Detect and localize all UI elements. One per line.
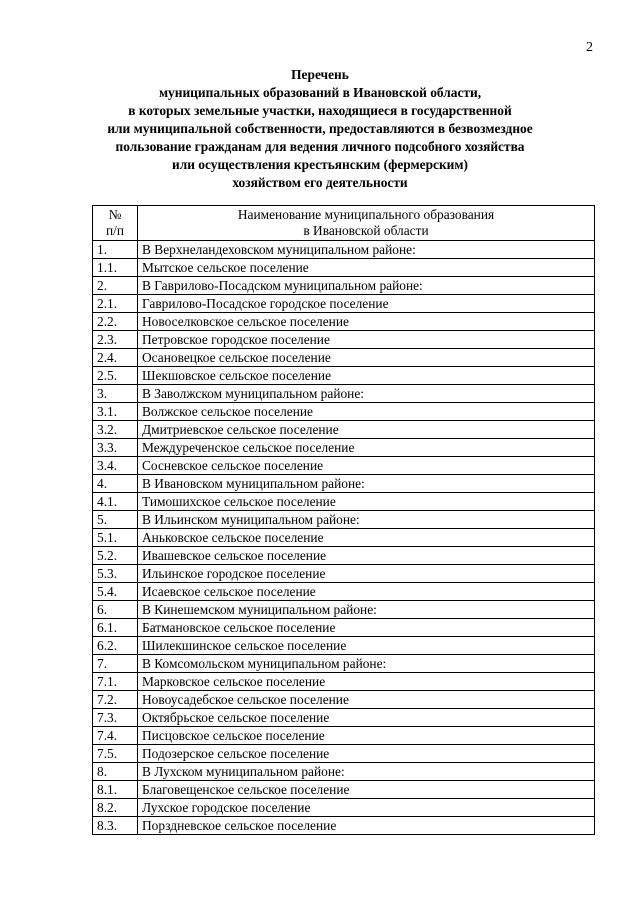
- row-number: 7.2.: [93, 691, 138, 709]
- title-line: или муниципальной собственности, предоставляются в безвозмездное: [107, 121, 533, 136]
- row-number: 2.3.: [93, 331, 138, 349]
- title-line: пользование гражданам для ведения личного подсобного хозяйства: [115, 139, 525, 154]
- table-row: [93, 493, 595, 511]
- row-name: Мытское сельское поселение: [138, 259, 595, 277]
- header-name: [138, 206, 595, 241]
- table-row: [93, 763, 595, 781]
- row-number: 3.2.: [93, 421, 138, 439]
- row-name: Ивашевское сельское поселение: [138, 547, 595, 565]
- row-name: В Комсомольском муниципальном районе:: [138, 655, 595, 673]
- table-row: [93, 817, 595, 835]
- row-name: Писцовское сельское поселение: [138, 727, 595, 745]
- row-number: 2.: [93, 277, 138, 295]
- row-number: 5.2.: [93, 547, 138, 565]
- row-number: 6.1.: [93, 619, 138, 637]
- row-number: 3.4.: [93, 457, 138, 475]
- row-number: 7.3.: [93, 709, 138, 727]
- row-name: В Кинешемском муниципальном районе:: [138, 601, 595, 619]
- table-row: [93, 511, 595, 529]
- table-row: [93, 781, 595, 799]
- row-number: 7.4.: [93, 727, 138, 745]
- table-row: [93, 367, 595, 385]
- table-row: [93, 709, 595, 727]
- row-name: В Гаврилово-Посадском муниципальном районе:: [138, 277, 595, 295]
- municipalities-table: [92, 205, 595, 835]
- table-row: [93, 349, 595, 367]
- row-name: Исаевское сельское поселение: [138, 583, 595, 601]
- row-name: В Ильинском муниципальном районе:: [138, 511, 595, 529]
- row-name: Новоусадебское сельское поселение: [138, 691, 595, 709]
- header-name-line: Наименование муниципального образования: [237, 207, 495, 222]
- row-name: В Заволжском муниципальном районе:: [138, 385, 595, 403]
- title-line: муниципальных образований в Ивановской области,: [158, 85, 482, 100]
- row-number: 5.: [93, 511, 138, 529]
- row-name: В Верхнеландеховском муниципальном районе:: [138, 241, 595, 259]
- table-row: [93, 295, 595, 313]
- row-number: 2.2.: [93, 313, 138, 331]
- row-name: Тимошихское сельское поселение: [138, 493, 595, 511]
- row-name: Порздневское сельское поселение: [138, 817, 595, 835]
- row-name: Октябрьское сельское поселение: [138, 709, 595, 727]
- row-number: 8.1.: [93, 781, 138, 799]
- row-name: Аньковское сельское поселение: [138, 529, 595, 547]
- document-title: [0, 66, 640, 192]
- table-row: [93, 655, 595, 673]
- row-name: Подозерское сельское поселение: [138, 745, 595, 763]
- row-number: 3.1.: [93, 403, 138, 421]
- row-name: Благовещенское сельское поселение: [138, 781, 595, 799]
- row-number: 3.3.: [93, 439, 138, 457]
- table-body: [93, 241, 595, 835]
- row-name: Шекшовское сельское поселение: [138, 367, 595, 385]
- row-number: 4.1.: [93, 493, 138, 511]
- table-row: [93, 385, 595, 403]
- row-name: В Лухском муниципальном районе:: [138, 763, 595, 781]
- table-row: [93, 457, 595, 475]
- row-number: 7.1.: [93, 673, 138, 691]
- table-row: [93, 529, 595, 547]
- row-name: Лухское городское поселение: [138, 799, 595, 817]
- page-number: 2: [586, 40, 593, 55]
- row-number: 6.2.: [93, 637, 138, 655]
- table-row: [93, 331, 595, 349]
- row-number: 2.4.: [93, 349, 138, 367]
- row-number: 4.: [93, 475, 138, 493]
- title-line: хозяйством его деятельности: [232, 175, 408, 190]
- table-row: [93, 277, 595, 295]
- row-number: 5.1.: [93, 529, 138, 547]
- header-number-line: п/п: [105, 223, 125, 238]
- header-number-line: №: [108, 207, 122, 222]
- table-row: [93, 475, 595, 493]
- row-name: В Ивановском муниципальном районе:: [138, 475, 595, 493]
- table-row: [93, 403, 595, 421]
- header-name-line: в Ивановской области: [303, 223, 429, 238]
- row-name: Гаврилово-Посадское городское поселение: [138, 295, 595, 313]
- table-row: [93, 439, 595, 457]
- title-line: или осуществления крестьянским (фермерским): [172, 157, 468, 172]
- row-name: Батмановское сельское поселение: [138, 619, 595, 637]
- row-number: 5.3.: [93, 565, 138, 583]
- row-number: 3.: [93, 385, 138, 403]
- table-row: [93, 619, 595, 637]
- row-number: 1.: [93, 241, 138, 259]
- row-name: Петровское городское поселение: [138, 331, 595, 349]
- table-row: [93, 673, 595, 691]
- row-number: 8.3.: [93, 817, 138, 835]
- row-number: 7.: [93, 655, 138, 673]
- title-line: Перечень: [291, 67, 349, 82]
- row-number: 1.1.: [93, 259, 138, 277]
- row-number: 2.1.: [93, 295, 138, 313]
- row-name: Шилекшинское сельское поселение: [138, 637, 595, 655]
- row-number: 6.: [93, 601, 138, 619]
- table-row: [93, 547, 595, 565]
- row-name: Марковское сельское поселение: [138, 673, 595, 691]
- table-row: [93, 565, 595, 583]
- row-number: 8.: [93, 763, 138, 781]
- row-name: Волжское сельское поселение: [138, 403, 595, 421]
- row-name: Ильинское городское поселение: [138, 565, 595, 583]
- row-name: Междуреченское сельское поселение: [138, 439, 595, 457]
- table-row: [93, 799, 595, 817]
- table-row: [93, 583, 595, 601]
- table-row: [93, 421, 595, 439]
- table-row: [93, 241, 595, 259]
- table-row: [93, 637, 595, 655]
- table-row: [93, 601, 595, 619]
- table-row: [93, 313, 595, 331]
- row-name: Сосневское сельское поселение: [138, 457, 595, 475]
- table-header-row: [93, 206, 595, 241]
- table-row: [93, 259, 595, 277]
- row-number: 5.4.: [93, 583, 138, 601]
- header-number: [93, 206, 138, 241]
- row-number: 2.5.: [93, 367, 138, 385]
- table-row: [93, 727, 595, 745]
- row-name: Новоселковское сельское поселение: [138, 313, 595, 331]
- table-row: [93, 691, 595, 709]
- row-number: 8.2.: [93, 799, 138, 817]
- row-number: 7.5.: [93, 745, 138, 763]
- row-name: Осановецкое сельское поселение: [138, 349, 595, 367]
- title-line: в которых земельные участки, находящиеся в государственной: [128, 103, 512, 118]
- table-row: [93, 745, 595, 763]
- row-name: Дмитриевское сельское поселение: [138, 421, 595, 439]
